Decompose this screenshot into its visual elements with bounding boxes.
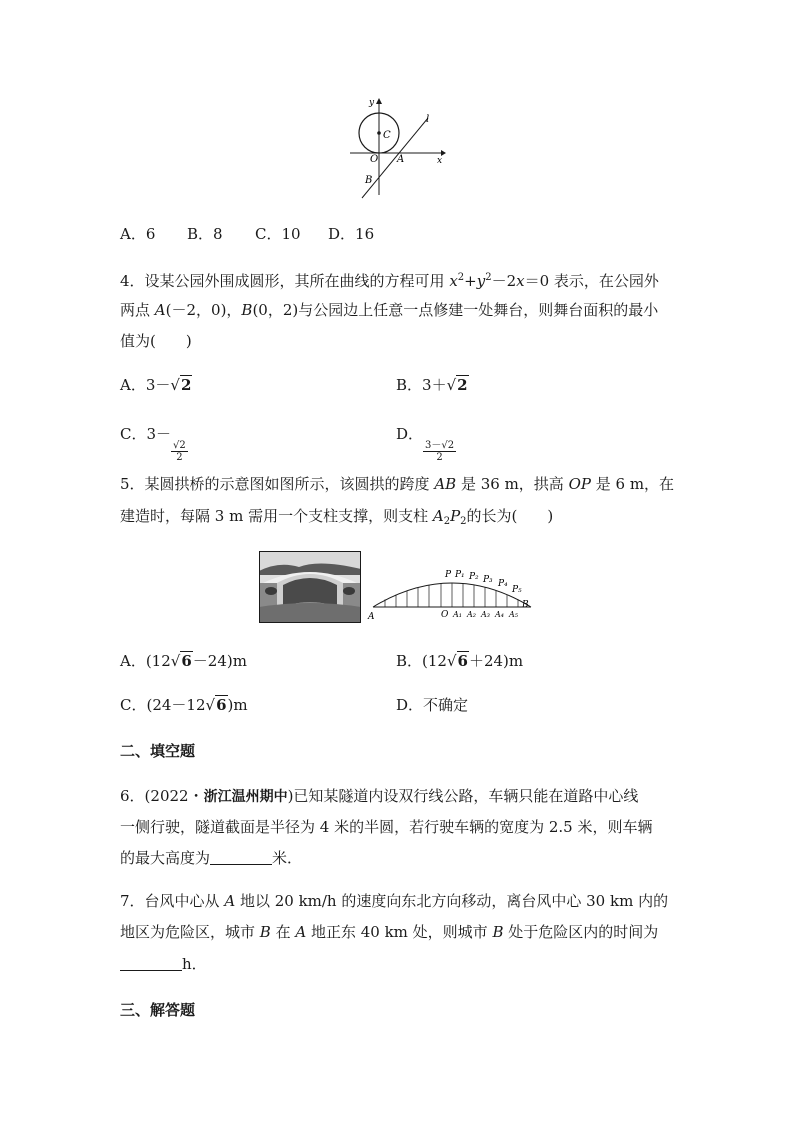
q6-line-2: 一侧行驶，隧道截面是半径为 4 米的半圆，若行驶车辆的宽度为 2.5 米，则车辆 [120,818,653,836]
q5-option-b[interactable]: B．(12√6＋24)m [396,652,524,670]
label-a5: A₅ [509,610,518,619]
q4-option-d[interactable]: D． $\frac{3-√2}{2}$ [396,425,455,463]
q7-line-2: 地区为危险区，城市 B 在 A 地正东 40 km 处，则城市 B 处于危险区内的时间为 [120,923,659,941]
circle-line-figure [345,95,455,205]
q3-option-b[interactable]: B．8 [187,225,223,243]
label-p3: P₃ [483,575,493,585]
label-p5: P₅ [512,585,522,595]
label-o: O [370,154,379,165]
center-point-c [377,131,381,135]
q6-answer-blank[interactable] [210,850,272,865]
q5-line-2: 建造时，每隔 3 m 需用一个支柱支撑，则支柱 $A_2P_2$的长为( ) [120,507,554,527]
q5-option-d[interactable]: D．不确定 [396,696,469,714]
q3-option-c[interactable]: C．10 [255,225,301,243]
label-a2: A₂ [467,610,476,619]
q7-line-3: h． [120,954,207,974]
section-fill-in-title: 二、填空题 [120,742,196,760]
label-a: A [397,154,405,165]
arch-diagram [365,565,540,625]
y-axis-arrow [376,98,382,104]
label-b: B [365,175,373,186]
q4-line-3: 值为( ) [120,332,192,350]
label-a4: A₄ [495,610,504,619]
q5-option-a[interactable]: A．(12√6－24)m [120,652,247,670]
q6-line-1: 6．(2022・浙江温州期中)已知某隧道内设双行线公路，车辆只能在道路中心线 [120,787,639,805]
q4-option-b[interactable]: B．3＋√2 [396,376,468,394]
q4-option-c[interactable]: C．3－ $\frac{√2}{2}$ [120,425,186,463]
q3-option-d[interactable]: D．16 [328,225,375,243]
label-x: x [437,156,443,166]
q7-answer-blank[interactable] [120,956,182,971]
q6-line-3: 的最大高度为 米． [120,849,303,867]
q5-option-c[interactable]: C．(24－12√6)m [120,696,248,714]
q5-line-1: 5．某圆拱桥的示意图如图所示，该圆拱的跨度 AB 是 36 m，拱高 OP 是 6 m，在 [120,475,675,493]
bridge-photo [259,551,361,623]
label-p2: P₂ [469,572,479,582]
q7-line-1: 7．台风中心从 A 地以 20 km/h 的速度向东北方向移动，离台风中心 30 km 内的 [120,892,669,910]
label-p1: P₁ [455,570,465,580]
q3-option-a[interactable]: A．6 [120,225,156,243]
q4-option-a[interactable]: A．3－√2 [120,376,192,394]
label-b: B [522,600,529,610]
label-p: P [445,570,452,580]
label-a1: A₁ [453,610,462,619]
q4-line-1: 4．设某公园外围成圆形，其所在曲线的方程可用 $x^2+y^2-2x=0$ 表示，在公园外 [120,272,659,290]
section-solution-title: 三、解答题 [120,1001,196,1019]
label-y: y [369,98,375,108]
label-p4: P₄ [498,579,508,589]
q4-line-2: 两点 A(－2，0)，B(0，2)与公园边上任意一点修建一处舞台，则舞台面积的最小 [120,301,659,319]
label-o: O [441,610,449,620]
label-l: l [426,114,430,125]
label-a: A [368,612,375,622]
label-c: C [383,130,391,141]
label-a3: A₃ [481,610,490,619]
